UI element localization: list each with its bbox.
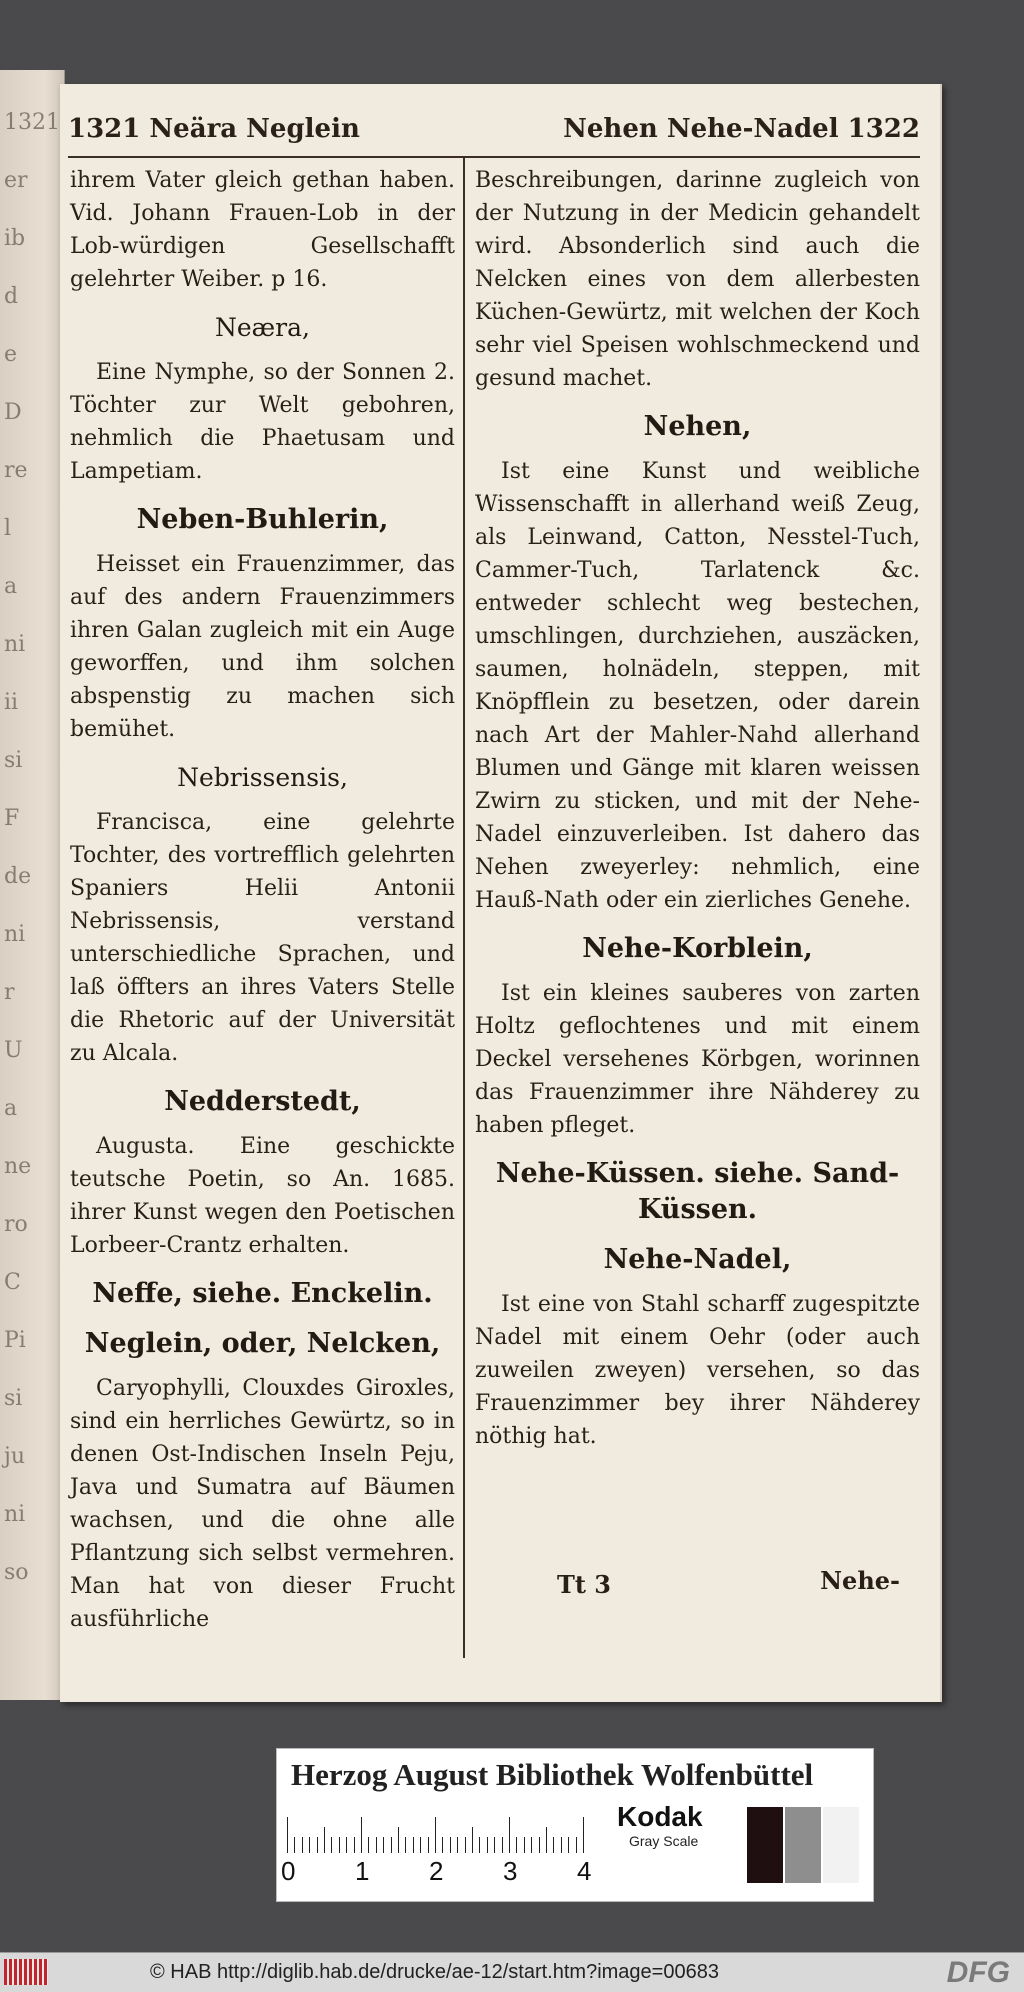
ruler-tick bbox=[391, 1837, 392, 1853]
adjacent-text-fragment: Pi bbox=[4, 1328, 26, 1353]
ruler-tick bbox=[317, 1837, 318, 1853]
ruler-number: 2 bbox=[429, 1856, 444, 1886]
library-name: Herzog August Bibliothek Wolfenbüttel bbox=[291, 1757, 814, 1792]
ruler-tick bbox=[294, 1837, 295, 1853]
adjacent-page-edge bbox=[0, 70, 65, 1700]
adjacent-text-fragment: C bbox=[4, 1270, 21, 1295]
ruler-tick bbox=[324, 1827, 325, 1853]
ruler-number: 4 bbox=[577, 1856, 592, 1886]
ruler-tick bbox=[368, 1837, 369, 1853]
entry-heading: Nehen, bbox=[643, 411, 752, 442]
entry-text: Augusta. Eine geschickte teutsche Poetin, so An. 1685. ihrer Kunst wegen den Poetischen Lorbeer-Crantz erhalten. bbox=[70, 1134, 455, 1258]
adjacent-text-fragment: ro bbox=[4, 1212, 28, 1237]
ruler-number: 3 bbox=[503, 1856, 518, 1886]
right-column bbox=[475, 164, 920, 1461]
entry-text: Eine Nymphe, so der Sonnen 2. Töchter zur Welt gebohren, nehmlich die Phaetusam und Lampetiam. bbox=[70, 360, 455, 484]
ruler-tick bbox=[561, 1837, 562, 1853]
adjacent-text-fragment: D bbox=[4, 400, 22, 425]
adjacent-text-fragment: 1321 bbox=[4, 110, 60, 135]
entry-text: Heisset ein Frauenzimmer, das auf des andern Frauenzimmers ihren Galan zugleich mit ein Auge geworffen, und ihm solchen abspenstig zu machen sich bemühet. bbox=[70, 552, 455, 742]
column-divider bbox=[463, 158, 465, 1658]
barcode-logo-icon bbox=[4, 1959, 48, 1985]
entry-text: Caryophylli, Clouxdes Giroxles, sind ein herrliches Gewürtz, so in denen Ost-Indischen Inseln Peju, Java und Sumatra auf Bäumen wachsen, und die ohne alle Pflantzung sich selbst vermehren. Man hat von dieser Frucht ausführliche bbox=[70, 1376, 455, 1632]
entry-text: Beschreibungen, darinne zugleich von der Nutzung in der Medicin gehandelt wird. Absonderlich sind auch die Nelcken eines von dem allerbesten Küchen-Gewürtz, mit welchen der Koch sehr viel Speisen wohlschmeckend und gesund machet. bbox=[475, 168, 920, 391]
ruler-tick bbox=[339, 1837, 340, 1853]
adjacent-text-fragment: a bbox=[4, 1096, 18, 1121]
header-left: 1321 Neära Neglein bbox=[68, 114, 360, 144]
adjacent-text-fragment: U bbox=[4, 1038, 23, 1063]
dfg-logo: DFG bbox=[946, 1956, 1010, 1989]
signature-mark: Tt 3 bbox=[557, 1570, 611, 1599]
adjacent-text-fragment: a bbox=[4, 574, 18, 599]
ruler-tick bbox=[405, 1837, 406, 1853]
viewer-footer bbox=[0, 1952, 1024, 1992]
adjacent-text-fragment: r bbox=[4, 980, 15, 1005]
entry-heading: Nedderstedt, bbox=[164, 1086, 361, 1117]
ruler-tick bbox=[287, 1817, 288, 1853]
adjacent-text-fragment: ii bbox=[4, 690, 19, 715]
adjacent-text-fragment: e bbox=[4, 342, 18, 367]
adjacent-text-fragment: d bbox=[4, 284, 19, 309]
ruler-tick bbox=[487, 1837, 488, 1853]
color-scale-card bbox=[276, 1748, 874, 1902]
adjacent-text-fragment: ib bbox=[4, 226, 26, 251]
adjacent-text-fragment: re bbox=[4, 458, 28, 483]
ruler-tick bbox=[383, 1837, 384, 1853]
gray-patch bbox=[747, 1807, 783, 1883]
running-header bbox=[68, 114, 920, 154]
adjacent-text-fragment: ne bbox=[4, 1154, 32, 1179]
ruler-tick bbox=[457, 1837, 458, 1853]
ruler-tick bbox=[479, 1837, 480, 1853]
adjacent-text-fragment: si bbox=[4, 1386, 23, 1411]
ruler-number: 1 bbox=[355, 1856, 370, 1886]
entry-heading: Neglein, oder, Nelcken, bbox=[84, 1328, 441, 1359]
ruler-tick bbox=[524, 1837, 525, 1853]
ruler-tick bbox=[435, 1817, 436, 1853]
ruler-tick bbox=[331, 1837, 332, 1853]
ruler bbox=[281, 1801, 597, 1893]
entry-text: ihrem Vater gleich gethan haben. Vid. Johann Frauen-Lob in der Lob-würdigen Gesellschafft gelehrter Weiber. p 16. bbox=[70, 168, 455, 292]
entry-heading: Nehe-Küssen. siehe. Sand-Küssen. bbox=[495, 1158, 900, 1225]
ruler-tick bbox=[546, 1827, 547, 1853]
ruler-tick bbox=[502, 1837, 503, 1853]
kodak-label bbox=[617, 1801, 703, 1849]
kodak-brand: Kodak bbox=[617, 1801, 703, 1832]
ruler-tick bbox=[509, 1817, 510, 1853]
ruler-tick bbox=[420, 1837, 421, 1853]
ruler-tick bbox=[376, 1837, 377, 1853]
adjacent-text-fragment: l bbox=[4, 516, 12, 541]
entry-text: Francisca, eine gelehrte Tochter, des vortrefflich gelehrten Spaniers Helii Antonii Nebrissensis, verstand unterschiedliche Sprachen, und laß öffters an ihres Vaters Stelle die Rhetoric auf der Universität zu Alcala. bbox=[70, 810, 455, 1066]
entry-heading: Neffe, siehe. Enckelin. bbox=[92, 1278, 433, 1309]
ruler-tick bbox=[494, 1837, 495, 1853]
header-rule bbox=[68, 156, 920, 158]
ruler-tick bbox=[450, 1837, 451, 1853]
ruler-tick bbox=[413, 1837, 414, 1853]
entry-heading: Neæra, bbox=[215, 313, 310, 342]
entry-text: Ist eine Kunst und weibliche Wissenschafft in allerhand weiß Zeug, als Leinwand, Catton, Nesstel-Tuch, Cammer-Tuch, Tarlatenck &c. entweder schlecht weg bestechen, umschlingen, durchziehen, auszäcken, saumen, holnädeln, steppen, mit Knöpfflein zu besetzen, oder darein nach Art der Mahler-Nahd allerhand Blumen und Gänge mit klaren weissen Zwirn zu sticken, und mit der Nehe-Nadel einzuverleiben. Ist dahero das Nehen zweyerley: nehmlich, eine Hauß-Nath oder ein zierliches Genehe. bbox=[475, 459, 920, 913]
ruler-tick bbox=[346, 1837, 347, 1853]
entry-heading: Nehe-Korblein, bbox=[582, 933, 813, 964]
adjacent-text-fragment: ni bbox=[4, 922, 26, 947]
adjacent-text-fragment: er bbox=[4, 168, 28, 193]
gray-scale-label: Gray Scale bbox=[629, 1833, 699, 1849]
ruler-tick bbox=[428, 1837, 429, 1853]
ruler-tick bbox=[361, 1817, 362, 1853]
ruler-tick bbox=[576, 1837, 577, 1853]
ruler-tick bbox=[302, 1837, 303, 1853]
ruler-tick bbox=[398, 1827, 399, 1853]
entry-heading: Neben-Buhlerin, bbox=[136, 504, 389, 535]
ruler-tick bbox=[516, 1837, 517, 1853]
gray-patch bbox=[785, 1807, 821, 1883]
catchword: Nehe- bbox=[820, 1566, 900, 1595]
header-right: Nehen Nehe-Nadel 1322 bbox=[563, 114, 920, 144]
entry-heading: Nehe-Nadel, bbox=[603, 1244, 792, 1275]
entry-text: Ist eine von Stahl scharff zugespitzte Nadel mit einem Oehr (oder auch zuweilen zweyen) versehen, so das Frauenzimmer bey ihrer Nähderey nöthig hat. bbox=[475, 1292, 920, 1449]
ruler-tick bbox=[465, 1837, 466, 1853]
ruler-tick bbox=[309, 1837, 310, 1853]
ruler-tick bbox=[442, 1837, 443, 1853]
entry-heading: Nebrissensis, bbox=[177, 763, 348, 792]
adjacent-text-fragment: so bbox=[4, 1560, 29, 1585]
adjacent-text-fragment: de bbox=[4, 864, 32, 889]
ruler-tick bbox=[553, 1837, 554, 1853]
gray-patch bbox=[823, 1807, 859, 1883]
entry-text: Ist ein kleines sauberes von zarten Holtz geflochtenes und mit einem Deckel versehenes Körbgen, worinnen das Frauenzimmer ihre Nähderey zu haben pfleget. bbox=[475, 981, 920, 1138]
ruler-tick bbox=[354, 1837, 355, 1853]
source-credit[interactable]: © HAB http://diglib.hab.de/drucke/ae-12/start.htm?image=00683 bbox=[150, 1961, 719, 1983]
left-column bbox=[70, 164, 455, 1644]
adjacent-text-fragment: ju bbox=[4, 1444, 25, 1469]
ruler-tick bbox=[583, 1817, 584, 1853]
document-page bbox=[60, 84, 942, 1702]
ruler-tick bbox=[531, 1837, 532, 1853]
adjacent-text-fragment: si bbox=[4, 748, 23, 773]
adjacent-text-fragment: ni bbox=[4, 1502, 26, 1527]
adjacent-text-fragment: F bbox=[4, 806, 20, 831]
adjacent-text-fragment: ni bbox=[4, 632, 26, 657]
ruler-tick bbox=[539, 1837, 540, 1853]
ruler-number: 0 bbox=[281, 1856, 296, 1886]
ruler-tick bbox=[568, 1837, 569, 1853]
ruler-tick bbox=[472, 1827, 473, 1853]
